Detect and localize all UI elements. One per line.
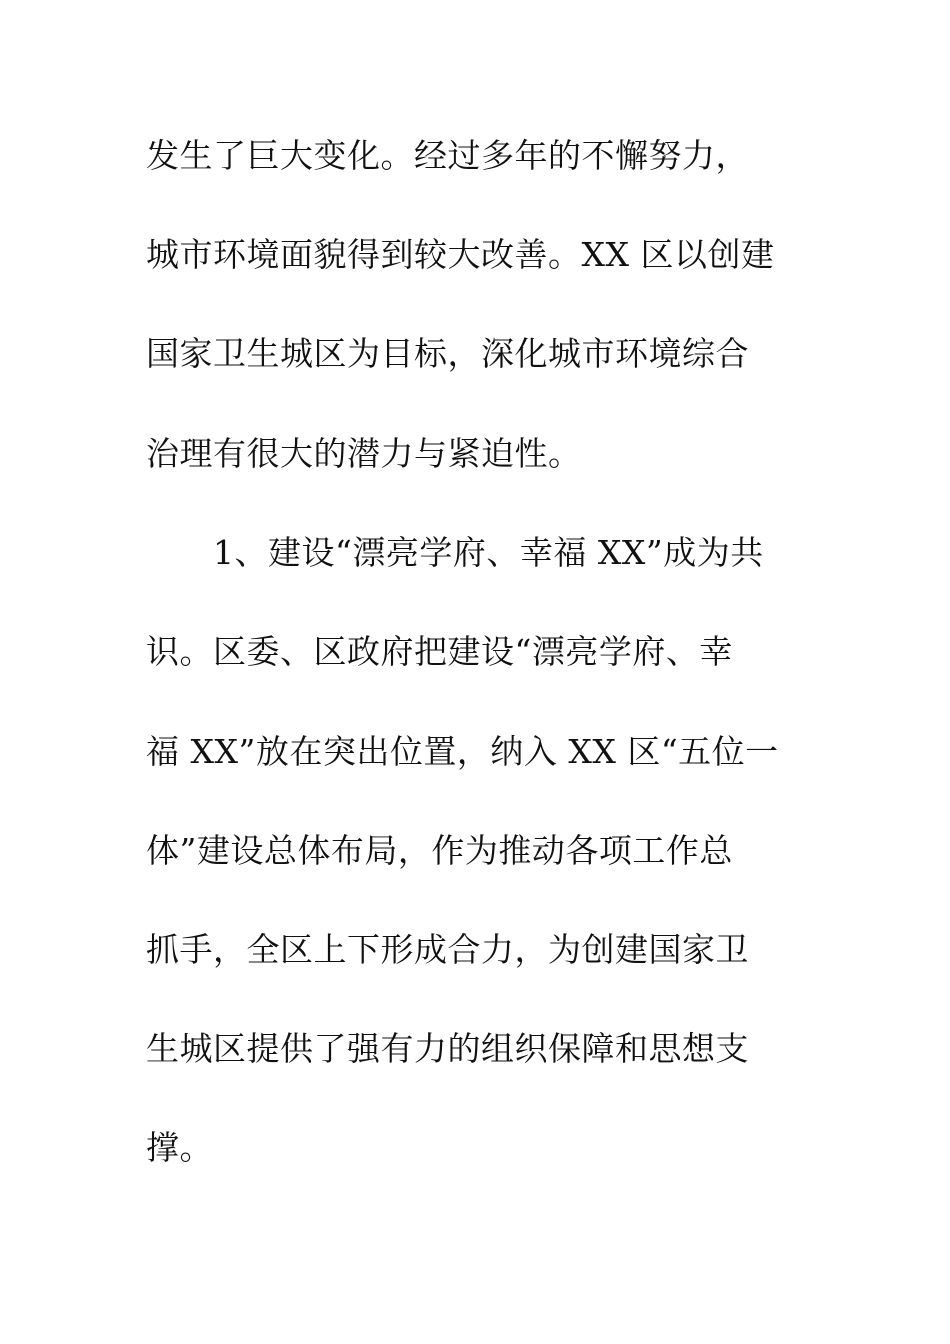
paragraph-line: 撑。 [146, 1128, 213, 1167]
paragraph-line: 城市环境面貌得到较大改善。XX 区以创建 [146, 235, 775, 274]
paragraph-line: 治理有很大的潜力与紧迫性。 [146, 434, 582, 473]
paragraph-line: 福 XX”放在突出位置，纳入 XX 区“五位一 [146, 732, 779, 771]
paragraph-line: 抓手，全区上下形成合力，为创建国家卫 [146, 930, 749, 969]
paragraph-line: 体”建设总体布局，作为推动各项工作总 [146, 831, 733, 870]
paragraph-line: 国家卫生城区为目标，深化城市环境综合 [146, 334, 749, 373]
paragraph-line: 发生了巨大变化。经过多年的不懈努力， [146, 136, 749, 175]
paragraph-line: 1、建设“漂亮学府、幸福 XX”成为共 [213, 533, 764, 572]
paragraph-line: 生城区提供了强有力的组织保障和思想支 [146, 1029, 749, 1068]
paragraph-line: 识。区委、区政府把建设“漂亮学府、幸 [146, 632, 733, 671]
